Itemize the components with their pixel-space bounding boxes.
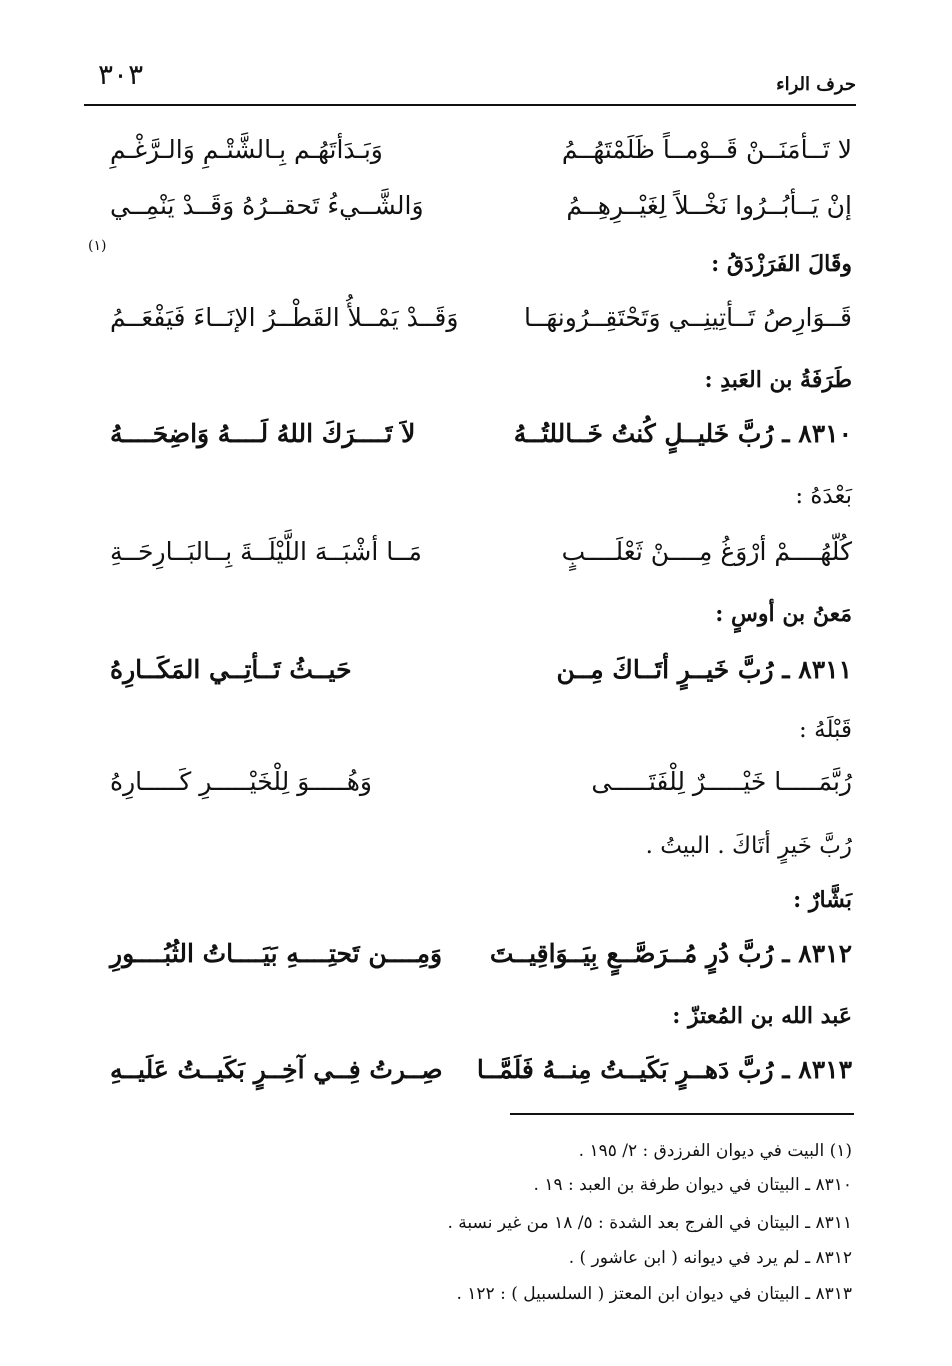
verse-line (100, 1048, 852, 1092)
verse-line (100, 412, 852, 456)
second-hemistich: صِــرتُ فِــي آخِــرٍ بَكَيــتُ عَلَيــهِ (110, 1055, 443, 1084)
first-hemistich: ٨٣١١ ـ رُبَّ خَيــرٍ أتَــاكَ مِــن (556, 655, 852, 684)
first-hemistich: إنْ يَــأبُــرُوا نَخْــلاً لِغَيْــرِهِــمُ (566, 191, 852, 220)
poet-intro: عَبد الله بن المُعتزّ : (672, 1003, 852, 1029)
second-hemistich: وَالشَّــيءُ تَحقــرُهُ وَقَــدْ يَنْمِــي (110, 191, 424, 220)
poet-intro: بَشَّارٌ : (793, 887, 852, 913)
poet-intro: وقَالَ الفَرَزْدَقُ : (711, 251, 852, 277)
footnote: ٨٣١٠ ـ البيتان في ديوان طرفة بن العبد : ١٩ . (533, 1175, 852, 1195)
header-rule (84, 104, 856, 106)
verse-line (100, 648, 852, 692)
second-hemistich: مَــا أشْبَــهَ اللَّيْلَــةَ بِــالبَــارِحَــةِ (110, 537, 422, 566)
page-number: ٣٠٣ (98, 58, 144, 91)
footnote-mark: (١) (88, 238, 107, 254)
second-hemistich: وَهُـــــوَ لِلْخَيْـــــرِ كَـــــارِهُ (110, 767, 372, 796)
page-header (84, 52, 856, 102)
verse-line (100, 932, 852, 976)
context-label: قَبْلَهُ : (799, 717, 852, 743)
first-hemistich: ٨٣١٠ ـ رُبَّ خَليــلٍ كُنتُ خَــاللتُــهُ (513, 419, 852, 448)
first-hemistich: كُلّهُــــمْ أرْوَغُ مِــــنْ ثَعْلَــــبٍ (561, 537, 852, 566)
first-hemistich: رُبَّمَـــــا خَيْـــــرٌ لِلْفَتَـــــى (591, 767, 852, 796)
verse-line (100, 530, 852, 574)
footnote: ٨٣١٣ ـ البيتان في ديوان ابن المعتز ( السلسبيل ) : ١٢٢ . (456, 1284, 852, 1304)
second-hemistich: وَمِــــن تَحتِــــهِ بَيَــــاتُ الثُبُــــورِ (110, 939, 443, 968)
footnote: ٨٣١١ ـ البيتان في الفرج بعد الشدة : ٥/ ١٨ من غير نسبة . (447, 1213, 852, 1233)
verse-line (100, 296, 852, 340)
context-label: بَعْدَهُ : (795, 483, 852, 509)
context-line: رُبَّ خَيرٍ أتَاكَ . البيتُ . (645, 833, 852, 859)
running-title: حرف الراء (776, 74, 856, 95)
poet-intro: طَرَفَةُ بن العَبدِ : (704, 367, 852, 393)
second-hemistich: لاَ تَــــرَكَ اللهُ لَــــهُ وَاضِحَــــهُ (110, 419, 416, 448)
verse-line (100, 128, 852, 172)
footnote: (١) البيت في ديوان الفرزدق : ٢/ ١٩٥ . (578, 1141, 852, 1161)
verse-line (100, 184, 852, 228)
first-hemistich: لا تَــأمَنَــنْ قَــوْمــاً ظَلَمْتَهُــمُ (561, 135, 852, 164)
poet-intro: مَعنُ بن أوسٍ : (715, 601, 852, 627)
first-hemistich: ٨٣١٢ ـ رُبَّ دُرٍ مُــرَصَّــعٍ بِيَــوَاقِيــتَ (489, 939, 852, 968)
footnote-rule (510, 1113, 854, 1115)
second-hemistich: حَيــثُ تَــأتِــي المَكَــارِهُ (110, 655, 352, 684)
first-hemistich: ٨٣١٣ ـ رُبَّ دَهــرٍ بَكَيــتُ مِنــهُ فَلَمَّــا (476, 1055, 852, 1084)
verse-line (100, 760, 852, 804)
second-hemistich: وَبَـدَأتَهُـم بِـالشَّتْـمِ وَالـرَّغْـمِ (110, 135, 383, 164)
footnote: ٨٣١٢ ـ لم يرد في ديوانه ( ابن عاشور ) . (568, 1248, 852, 1268)
first-hemistich: قَــوَارِصُ تَــأتِينِــي وَتَحْتَقِــرُونهَــا (523, 303, 852, 332)
second-hemistich: وَقَــدْ يَمْــلأُ القَطْــرُ الإنَــاءَ فَيَفْعَــمُ (110, 303, 459, 332)
